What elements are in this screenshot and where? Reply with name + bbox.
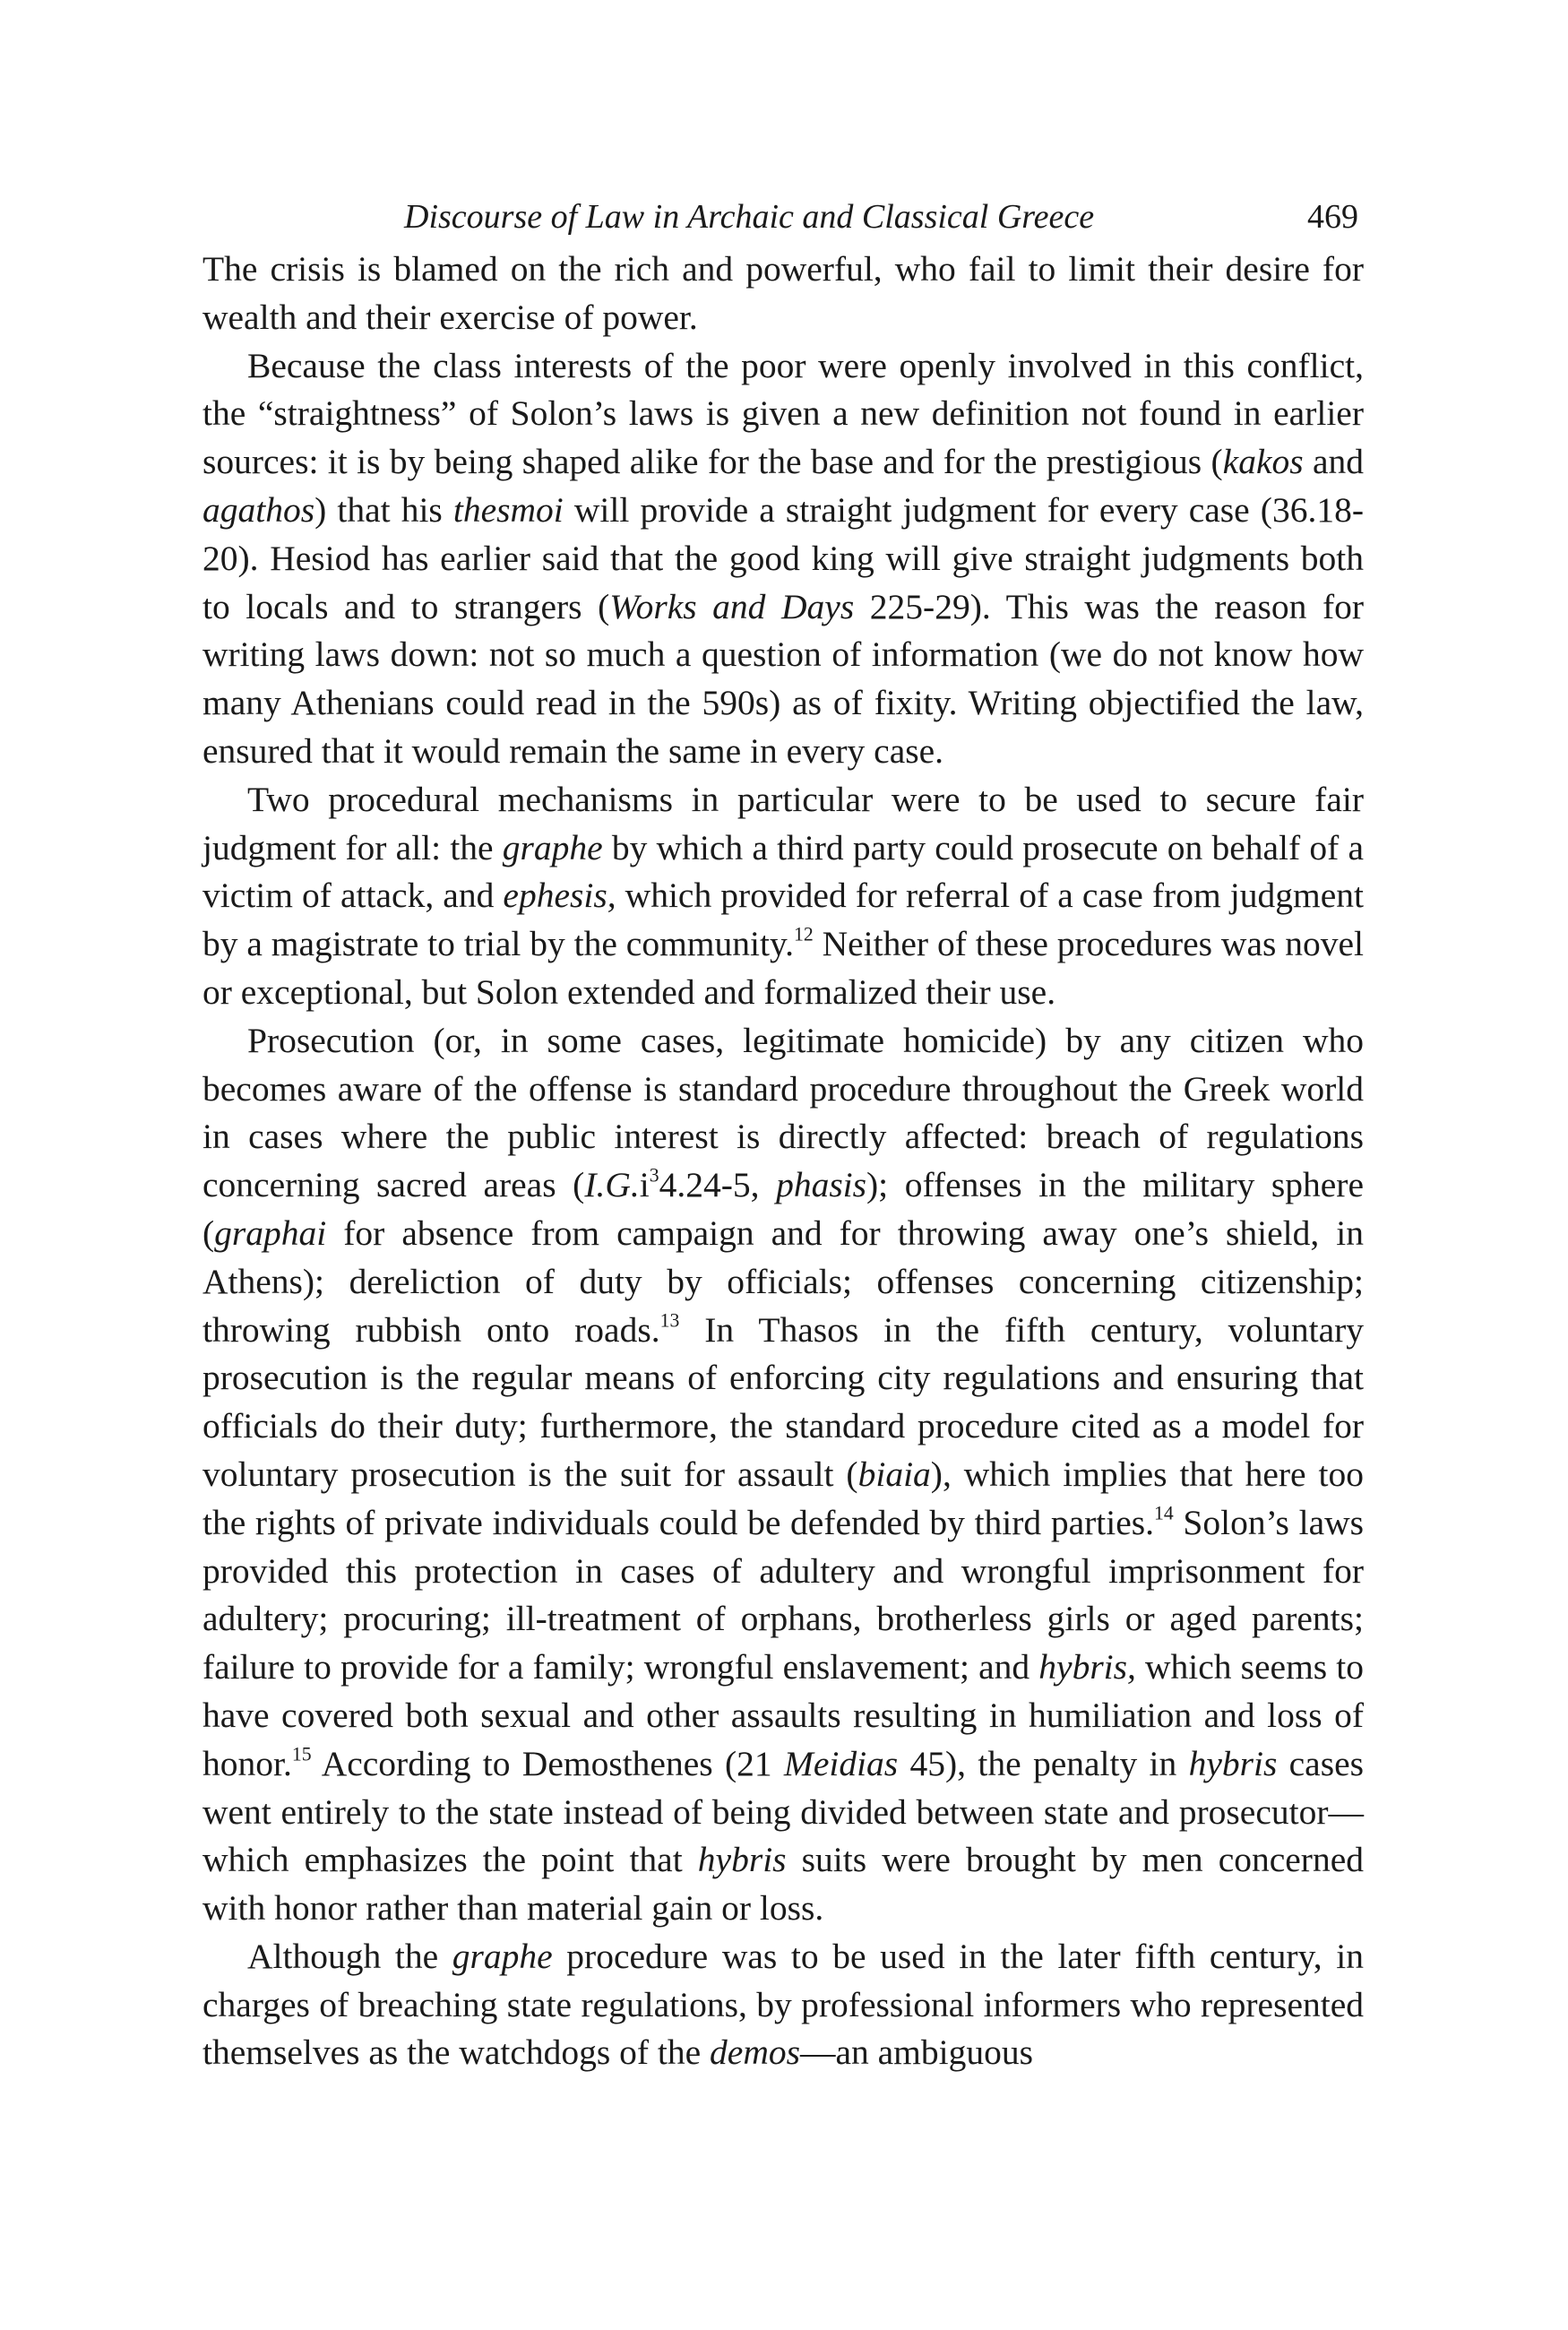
running-title: Discourse of Law in Archaic and Classical Greece: [404, 198, 1095, 236]
body-text: [202, 246, 1364, 2077]
italic-term: thesmoi: [452, 489, 564, 530]
text-run: ); offenses in the military sphere (: [202, 1165, 1364, 1253]
footnote-marker: 13: [659, 1309, 680, 1332]
text-run: for absence from campaign and for throwing away one’s shield, in Athens); dereliction of duty by officials; offenses concerning citizenship; throwing rubbish onto roads.: [202, 1212, 1364, 1350]
paragraph: [202, 246, 1364, 342]
text-run: ), which implies that here too the rights of private individuals could be defended by third parties.: [202, 1454, 1364, 1542]
text-run: ) that his: [314, 489, 453, 530]
italic-term: Works and Days: [609, 586, 855, 626]
text-run: 225-29). This was the reason for writing laws down: not so much a question of information (we do not know how many Athenians could read in the 590s) as of fixity. Writing objectified the law, ensured that it would remain the same in every case.: [202, 586, 1364, 771]
paragraph: [202, 1933, 1364, 2077]
text-run: 4.24-5,: [659, 1165, 777, 1205]
text-run: which provided for referral of a case from judgment by a magistrate to trial by the community.: [202, 876, 1364, 964]
footnote-marker: 12: [794, 923, 814, 945]
paragraph: [202, 342, 1364, 776]
italic-term: graphe: [502, 827, 603, 867]
italic-term: hybris,: [1038, 1647, 1136, 1687]
italic-term: hybris: [1188, 1743, 1278, 1783]
text-run: —an ambiguous: [799, 2032, 1033, 2073]
text-run: by which a third party could prosecute on behalf of a victim of attack, and: [202, 827, 1364, 916]
text-run: The crisis is blamed on the rich and powerful, who fail to limit their desire for wealth and their exercise of power.: [202, 249, 1364, 337]
text-run: will provide a straight judgment for every case (36.18-20). Hesiod has earlier said that the good king will give straight judgments both to locals and to strangers (: [202, 489, 1364, 626]
text-run: 45), the penalty in: [898, 1743, 1189, 1783]
text-run: which seems to have covered both sexual and other assaults resulting in humiliation and loss of honor.: [202, 1647, 1364, 1783]
paragraph: [202, 1017, 1364, 1933]
text-run: In Thasos in the fifth century, voluntary prosecution is the regular means of enforcing city regulations and ensuring that officials do their duty; furthermore, the standard procedure cited as a model for voluntary prosecution is the suit for assault (: [202, 1309, 1365, 1494]
footnote-marker: 3: [649, 1164, 659, 1187]
italic-term: agathos: [202, 489, 315, 530]
italic-term: ephesis,: [503, 876, 616, 916]
text-run: Solon’s laws provided this protection in cases of adultery and wrongful imprisonment for adultery; procuring; ill-treatment of orphans, brotherless girls or aged parents; failure to provide for a family; wrongful enslavement; and: [202, 1502, 1364, 1687]
italic-term: I.G.: [584, 1165, 640, 1205]
text-run: i: [639, 1165, 650, 1205]
text-run: According to Demosthenes (21: [311, 1743, 784, 1783]
text-run: Although the: [247, 1936, 452, 1976]
italic-term: hybris: [697, 1840, 787, 1880]
text-run: cases went entirely to the state instead of being divided between state and prosecutor—which emphasizes the point that: [202, 1743, 1364, 1880]
italic-term: biaia: [857, 1454, 931, 1494]
italic-term: phasis: [776, 1165, 867, 1205]
text-run: Neither of these procedures was novel or exceptional, but Solon extended and formalized their use.: [202, 924, 1364, 1012]
book-page: [202, 188, 1364, 2077]
italic-term: Meidias: [783, 1743, 899, 1783]
text-run: Prosecution (or, in some cases, legitimate homicide) by any citizen who becomes aware of the offense is standard procedure throughout the Greek world in cases where the public interest is directly affected: breach of regulations concerning sacred areas (: [202, 1020, 1364, 1205]
text-run: Two procedural mechanisms in particular were to be used to secure fair judgment for all: the: [202, 779, 1364, 867]
paragraph: [202, 776, 1364, 1017]
text-run: procedure was to be used in the later fifth century, in charges of breaching state regulations, by professional informers who represented themselves as the watchdogs of the: [202, 1936, 1364, 2073]
text-run: and: [1303, 442, 1364, 482]
page-number: 469: [1307, 198, 1358, 236]
text-run: Because the class interests of the poor were openly involved in this conflict, the “straightness” of Solon’s laws is given a new definition not found in earlier sources: it is by being shaped alike for the base and for the prestigious (: [202, 345, 1364, 482]
italic-term: demos: [710, 2032, 800, 2073]
italic-term: kakos: [1222, 442, 1304, 482]
italic-term: graphe: [452, 1936, 553, 1976]
italic-term: graphai: [214, 1212, 327, 1253]
footnote-marker: 15: [291, 1743, 312, 1765]
running-head: [202, 188, 1364, 246]
text-run: suits were brought by men concerned with honor rather than material gain or loss.: [202, 1840, 1364, 1929]
footnote-marker: 14: [1154, 1502, 1174, 1524]
